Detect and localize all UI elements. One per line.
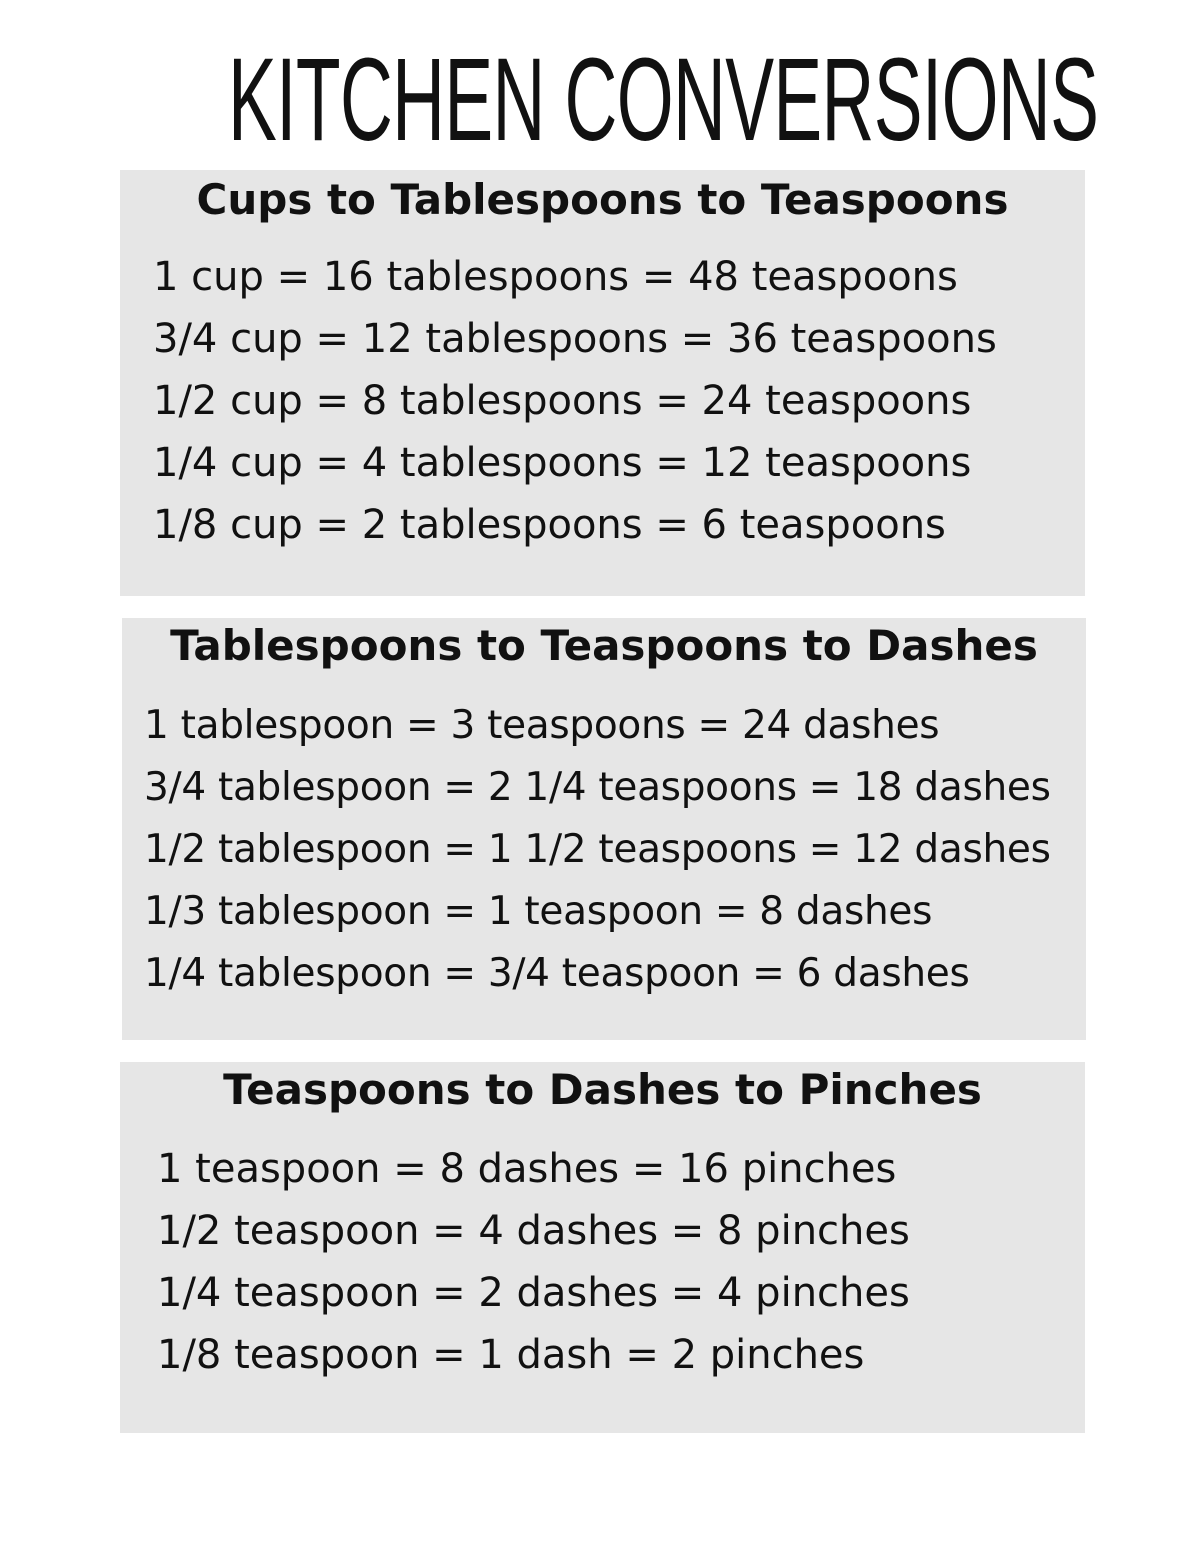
cups-conversion-panel xyxy=(120,170,1085,596)
list-item: 1/4 teaspoon = 2 dashes = 4 pinches xyxy=(157,1270,910,1316)
list-item: 1 cup = 16 tablespoons = 48 teaspoons xyxy=(153,254,958,300)
list-item: 3/4 tablespoon = 2 1/4 teaspoons = 18 dashes xyxy=(144,765,1051,810)
list-item: 1/3 tablespoon = 1 teaspoon = 8 dashes xyxy=(144,889,933,934)
list-item: 1/4 cup = 4 tablespoons = 12 teaspoons xyxy=(153,440,972,486)
teaspoons-conversion-panel xyxy=(120,1062,1085,1433)
list-item: 1/2 tablespoon = 1 1/2 teaspoons = 12 dashes xyxy=(144,827,1051,872)
cups-conversion-list xyxy=(153,246,997,556)
list-item: 1/2 cup = 8 tablespoons = 24 teaspoons xyxy=(153,378,972,424)
page-title: KITCHEN CONVERSIONS xyxy=(228,34,1099,166)
teaspoons-conversion-list xyxy=(157,1138,910,1386)
list-item: 1/4 tablespoon = 3/4 teaspoon = 6 dashes xyxy=(144,951,970,996)
tablespoons-conversion-panel xyxy=(122,618,1086,1040)
list-item: 1/8 teaspoon = 1 dash = 2 pinches xyxy=(157,1332,865,1378)
teaspoons-section-heading: Teaspoons to Dashes to Pinches xyxy=(223,1065,982,1114)
list-item: 1 teaspoon = 8 dashes = 16 pinches xyxy=(157,1146,897,1192)
cups-section-heading: Cups to Tablespoons to Teaspoons xyxy=(196,175,1009,224)
tablespoons-conversion-list xyxy=(144,695,1051,1005)
list-item: 1/8 cup = 2 tablespoons = 6 teaspoons xyxy=(153,502,946,548)
list-item: 3/4 cup = 12 tablespoons = 36 teaspoons xyxy=(153,316,997,362)
tablespoons-section-heading: Tablespoons to Teaspoons to Dashes xyxy=(170,621,1038,670)
list-item: 1 tablespoon = 3 teaspoons = 24 dashes xyxy=(144,703,940,748)
list-item: 1/2 teaspoon = 4 dashes = 8 pinches xyxy=(157,1208,910,1254)
